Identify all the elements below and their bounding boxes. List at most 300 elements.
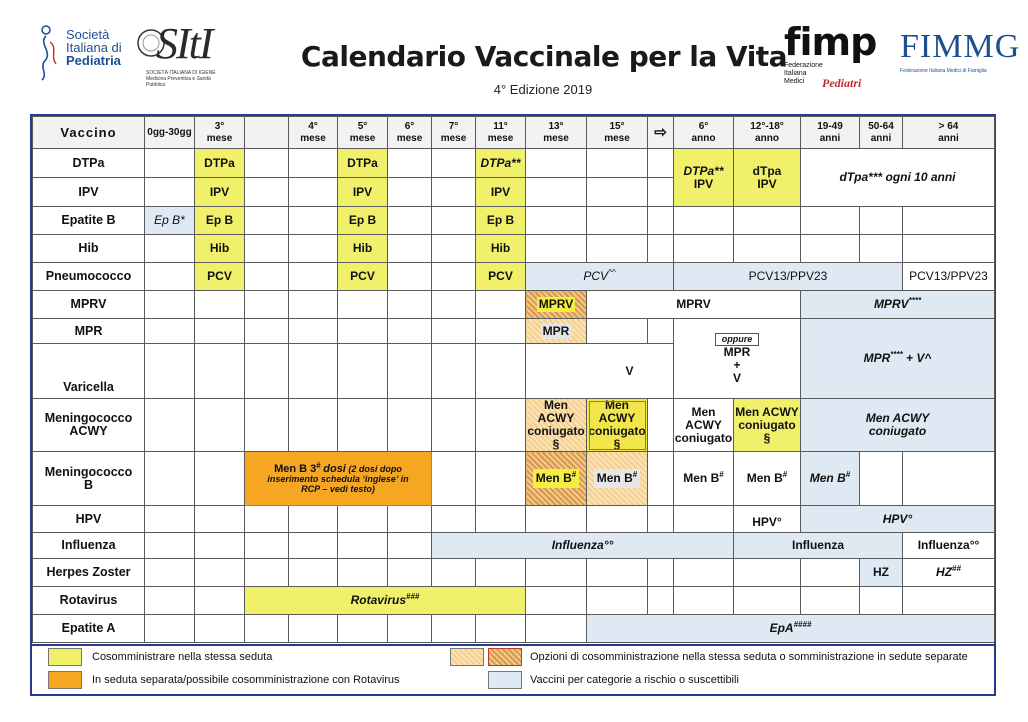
men-acwy-l1: Meningococco: [44, 411, 133, 425]
cell: [338, 533, 388, 559]
cell: [245, 533, 289, 559]
cell: [195, 399, 245, 452]
col-50-64y-n: 50-64: [868, 120, 894, 132]
cell-dtpa-12y: dTpa: [752, 163, 782, 178]
men-b-13m-sup: #: [571, 470, 577, 479]
cell: [388, 319, 432, 344]
cell-hpv-adult: HPV°: [801, 506, 995, 533]
cell-hib-3m: Hib: [195, 235, 245, 263]
cell: [289, 506, 338, 533]
acwy-15m-a: Men ACWY: [598, 398, 636, 425]
legend-swatch-light-hatch: [450, 648, 484, 666]
cell: [245, 399, 289, 452]
cell: [432, 452, 476, 506]
legend-blue-text: Vaccini per categorie a rischio o suscettibili: [530, 674, 739, 686]
cell-pcv-5m: PCV: [338, 263, 388, 291]
cell: [245, 559, 289, 587]
cell: [338, 291, 388, 319]
cell: [432, 615, 476, 643]
row-label-hib: Hib: [33, 235, 145, 263]
cell: [388, 207, 432, 235]
cell-hz-50y: HZ: [860, 559, 903, 587]
cell-men-b-13m: [526, 452, 587, 506]
col-6m: [388, 117, 432, 149]
cell: [145, 559, 195, 587]
cell: [145, 399, 195, 452]
cell: [432, 559, 476, 587]
col-12-18y: [734, 117, 801, 149]
header-row: [33, 117, 995, 149]
cell: [145, 263, 195, 291]
cell-mprv-adult: [801, 291, 995, 319]
col-5m-u: mese: [349, 132, 376, 144]
col-19-49y-u: anni: [819, 132, 841, 144]
cell-pcv-ppv-old: PCV13/PPV23: [903, 263, 995, 291]
cell: [801, 207, 860, 235]
col-3m-u: mese: [206, 132, 233, 144]
men-b-19y-sup: #: [845, 470, 851, 479]
cell: [734, 207, 801, 235]
col-6y: [674, 117, 734, 149]
cell: [587, 149, 648, 178]
cell-rota: [245, 587, 526, 615]
acwy-adult-b: coniugato: [868, 424, 927, 438]
cell: [289, 263, 338, 291]
cell: [903, 207, 995, 235]
cell: [145, 587, 195, 615]
cell-men-b-infant: [245, 452, 432, 506]
col-6y-n: 6°: [698, 120, 709, 132]
cell-men-b-6y: [674, 452, 734, 506]
cell: [145, 452, 195, 506]
cell: [648, 178, 674, 207]
mprv-adult-text: MPRV: [873, 297, 909, 311]
cell: [587, 235, 648, 263]
cell-mpr-v-alt: [674, 319, 801, 399]
cell: [526, 506, 587, 533]
men-b-infant-a: Men B 3: [274, 462, 317, 475]
acwy-15m-b: coniugato §: [588, 424, 646, 451]
cell: [476, 452, 526, 506]
v-alt: V: [732, 371, 741, 385]
fimmg-mark: FIMMG: [900, 28, 1021, 65]
cell: [245, 506, 289, 533]
cell-dtpa-ipv-12y: [734, 149, 801, 207]
col-13m: [526, 117, 587, 149]
cell-hz-64y: [903, 559, 995, 587]
col-11m-n: 11°: [493, 120, 508, 132]
men-b-15m-text: Men B: [596, 471, 633, 485]
col-6y-u: anno: [691, 132, 716, 144]
cell-mpr-13m: [526, 319, 587, 344]
cell-acwy-adult: [801, 399, 995, 452]
cell: [476, 399, 526, 452]
men-b-infant-e: RCP – vedi testo): [301, 483, 375, 494]
cell: [432, 291, 476, 319]
legend: [32, 644, 994, 694]
col-19-49y: [801, 117, 860, 149]
cell-mprv-13m: [526, 291, 587, 319]
cell: [195, 506, 245, 533]
cell-dtpa-3m: DTPa: [195, 149, 245, 178]
legend-swatch-orange: [48, 671, 82, 689]
col-11m-u: mese: [487, 132, 514, 144]
fimmg-subtitle: Federazione Italiana Medici di Famiglia: [900, 68, 987, 74]
col-12-18y-u: anno: [755, 132, 779, 144]
cell: [734, 235, 801, 263]
cell-hpv-12y: HPV°: [734, 506, 801, 533]
cell: [648, 235, 674, 263]
cell: [195, 452, 245, 506]
legend-hatched: [450, 646, 990, 668]
row-label-hz: Herpes Zoster: [33, 559, 145, 587]
col-5m-n: 5°: [357, 120, 368, 132]
cell: [432, 399, 476, 452]
sip-line-1: Società: [66, 27, 110, 42]
cell: [145, 291, 195, 319]
cell: [801, 559, 860, 587]
cell-epb-5m: Ep B: [338, 207, 388, 235]
row-mprv: [33, 291, 995, 319]
cell: [903, 452, 995, 506]
men-b-15m-chip: [594, 469, 640, 488]
cell-epb-0: Ep B*: [145, 207, 195, 235]
cell-pcv-11m: PCV: [476, 263, 526, 291]
cell: [245, 149, 289, 178]
col-12-18y-n: 12°-18°: [750, 120, 784, 132]
title-text: Calendario Vaccinale per la Vita: [300, 40, 788, 73]
col-7m-n: 7°: [448, 120, 459, 132]
cell: [432, 506, 476, 533]
cell: [388, 344, 432, 399]
men-b-l1: Meningococco: [44, 464, 133, 479]
cell: [388, 149, 432, 178]
row-men-acwy: [33, 399, 995, 452]
cell: [245, 615, 289, 643]
rota-text: Rotavirus: [350, 593, 406, 607]
cell: [432, 344, 476, 399]
men-b-6y-text: Men B: [683, 471, 720, 485]
col-vaccino: Vaccino: [33, 117, 145, 149]
cell-pcv-late: [526, 263, 674, 291]
cell: [648, 319, 674, 344]
cell: [245, 344, 289, 399]
cell: [245, 235, 289, 263]
cell: [338, 615, 388, 643]
cell: [903, 587, 995, 615]
cell: [289, 319, 338, 344]
cell: [674, 207, 734, 235]
cell-ipv-5m: IPV: [338, 178, 388, 207]
acwy-6y-b: coniugato: [674, 430, 733, 445]
hz-old-text: HZ: [936, 565, 953, 579]
col-64y: [903, 117, 995, 149]
cell-flu-old: Influenza°°: [903, 533, 995, 559]
cell-acwy-12y: [734, 399, 801, 452]
cell: [648, 506, 674, 533]
legend-blue: [488, 669, 988, 691]
legend-swatch-yellow: [48, 648, 82, 666]
row-label-dtpa: DTPa: [33, 149, 145, 178]
col-64y-u: anni: [938, 132, 959, 144]
row-label-influenza: Influenza: [33, 533, 145, 559]
cell-dtpa-11m: DTPa**: [476, 149, 526, 178]
cell: [648, 559, 674, 587]
acwy-13m-a: Men ACWY: [537, 398, 575, 425]
cell: [860, 235, 903, 263]
cell: [734, 559, 801, 587]
cell: [195, 344, 245, 399]
cell: [587, 207, 648, 235]
cell: [289, 178, 338, 207]
row-mpr: [33, 319, 995, 344]
cell: [289, 533, 338, 559]
cell: [245, 319, 289, 344]
cell: [432, 178, 476, 207]
sip-line-3: Pediatria: [66, 53, 121, 68]
col-0-30: 0gg-30gg: [145, 117, 195, 149]
row-label-pneumo: Pneumococco: [33, 263, 145, 291]
cell: [145, 506, 195, 533]
cell: [195, 615, 245, 643]
cell: [674, 235, 734, 263]
men-b-15m-sup: #: [632, 470, 638, 479]
cell: [587, 178, 648, 207]
cell: [476, 344, 526, 399]
cell-men-b-15m: [587, 452, 648, 506]
row-label-epb: Epatite B: [33, 207, 145, 235]
rota-sup: ###: [406, 592, 420, 601]
cell-pcv-3m: PCV: [195, 263, 245, 291]
men-b-13m-text: Men B: [535, 471, 572, 485]
cell-pcv-ppv: PCV13/PPV23: [674, 263, 903, 291]
col-13m-u: mese: [543, 132, 569, 144]
mprv-13m-chip: MPRV: [538, 297, 574, 311]
cell: [526, 207, 587, 235]
legend-swatch-dark-hatch: [488, 648, 522, 666]
col-4m-n: 4°: [308, 120, 318, 132]
row-label-rota: Rotavirus: [33, 587, 145, 615]
cell-ipv-3m: IPV: [195, 178, 245, 207]
cell: [648, 587, 674, 615]
cell: [526, 149, 587, 178]
cell: [195, 319, 245, 344]
cell: [388, 399, 432, 452]
cell-acwy-15m: [587, 399, 648, 452]
cell: [145, 615, 195, 643]
cell: [476, 506, 526, 533]
cell: [476, 319, 526, 344]
cell: [289, 399, 338, 452]
acwy-13m-b: coniugato §: [527, 424, 585, 451]
row-rota: [33, 587, 995, 615]
cell-hib-5m: Hib: [338, 235, 388, 263]
legend-orange: [48, 669, 468, 691]
cell: [388, 533, 432, 559]
men-b-infant-c: (2 dosi dopo: [348, 463, 402, 474]
mpr-adult-tail: + V^: [902, 351, 932, 365]
mpr-adult-sup: ****: [890, 350, 903, 359]
cell: [526, 559, 587, 587]
siti-sub-2: Medicina Preventiva e Sanità Pubblica: [146, 76, 211, 88]
cell-acwy-6y: [674, 399, 734, 452]
cell: [903, 235, 995, 263]
cell: [338, 319, 388, 344]
legend-hatched-text: Opzioni di cosomministrazione nella stessa seduta o somministrazione in sedute separate: [530, 651, 968, 663]
cell: [860, 452, 903, 506]
cell: [338, 344, 388, 399]
mpr-adult-text: MPR: [863, 351, 891, 365]
arrow-right-icon: ⇨: [648, 117, 674, 149]
hz-old-sup: ##: [952, 564, 961, 573]
row-label-epa: Epatite A: [33, 615, 145, 643]
row-label-ipv: IPV: [33, 178, 145, 207]
cell: [801, 587, 860, 615]
cell: [195, 533, 245, 559]
col-50-64y: [860, 117, 903, 149]
cell: [289, 235, 338, 263]
cell: [388, 263, 432, 291]
men-acwy-l2: ACWY: [69, 424, 108, 438]
fimp-sub-2: Italiana: [784, 70, 807, 77]
cell-dtpa-5m: DTPa: [338, 149, 388, 178]
col-15m-u: mese: [604, 132, 630, 144]
cell: [195, 587, 245, 615]
row-dtpa: [33, 149, 995, 178]
legend-yellow-text: Cosomministrare nella stessa seduta: [92, 651, 273, 663]
cell: [648, 452, 674, 506]
row-epb: [33, 207, 995, 235]
cell: [245, 291, 289, 319]
col-6m-n: 6°: [404, 120, 415, 132]
cell: [145, 178, 195, 207]
epa-sup: ####: [793, 620, 812, 629]
cell: [289, 149, 338, 178]
oppure-box: oppure: [715, 333, 760, 346]
men-b-infant-text: [245, 460, 431, 494]
col-19-49y-n: 19-49: [817, 120, 843, 132]
col-7m: [432, 117, 476, 149]
legend-yellow: [48, 646, 468, 668]
cell-hib-11m: Hib: [476, 235, 526, 263]
fimp-sub-3: Medici: [784, 78, 805, 85]
acwy-12y-b: coniugato §: [738, 417, 796, 445]
row-label-mprv: MPRV: [33, 291, 145, 319]
subtitle-text: 4° Edizione 2019: [493, 82, 593, 97]
men-b-13m-chip: [533, 469, 579, 488]
cell: [388, 506, 432, 533]
cell: [587, 506, 648, 533]
cell-flu-child: Influenza°°: [432, 533, 734, 559]
col-7m-u: mese: [440, 132, 467, 144]
pcv-late-text: PCV: [583, 269, 609, 283]
cell: [289, 344, 338, 399]
row-label-varicella: Varicella: [33, 344, 145, 399]
fimmg-logo: [900, 26, 1021, 96]
cell: [801, 235, 860, 263]
cell: [432, 207, 476, 235]
col-5m: [338, 117, 388, 149]
cell-ipv-11m: IPV: [476, 178, 526, 207]
cell: [674, 559, 734, 587]
cell: [648, 207, 674, 235]
mpr-13m-chip: MPR: [542, 323, 570, 338]
col-15m: [587, 117, 648, 149]
cell: [734, 587, 801, 615]
row-label-hpv: HPV: [33, 506, 145, 533]
row-hib: [33, 235, 995, 263]
cell: [526, 178, 587, 207]
mpr-alt: MPR: [723, 345, 751, 359]
cell: [432, 263, 476, 291]
cell: [674, 587, 734, 615]
cell-ipv-6y: IPV: [693, 176, 714, 191]
row-label-men-acwy: [33, 399, 145, 452]
cell-dtpa-adult: dTpa*** ogni 10 anni: [801, 149, 995, 207]
col-64y-n: > 64: [938, 120, 959, 132]
fimp-pediatri: Pediatri: [822, 76, 862, 90]
col-50-64y-u: anni: [870, 132, 892, 144]
cell-epa: [587, 615, 995, 643]
cell-v-13m: V: [526, 344, 674, 399]
cell-ipv-12y: IPV: [757, 176, 777, 191]
cell-epb-11m: Ep B: [476, 207, 526, 235]
cell: [648, 399, 674, 452]
col-4m: [289, 117, 338, 149]
cell-epb-3m: Ep B: [195, 207, 245, 235]
cell-men-b-12y: [734, 452, 801, 506]
cell: [195, 291, 245, 319]
acwy-adult-a: Men ACWY: [865, 411, 930, 425]
cell: [388, 291, 432, 319]
cell: [245, 263, 289, 291]
cell-acwy-13m: [526, 399, 587, 452]
legend-swatch-blue: [488, 671, 522, 689]
epa-text: EpA: [769, 621, 794, 635]
cell: [432, 235, 476, 263]
cell: [338, 399, 388, 452]
fimp-mark: fimp: [784, 20, 877, 64]
fimp-sub-1: Federazione: [784, 62, 823, 69]
men-b-6y-sup: #: [719, 470, 724, 479]
col-4m-u: mese: [300, 132, 326, 144]
row-label-men-b: [33, 452, 145, 506]
row-influenza: [33, 533, 995, 559]
cell-flu-adult: Influenza: [734, 533, 903, 559]
acwy-12y-a: Men ACWY: [735, 404, 799, 419]
cell: [195, 559, 245, 587]
cell-mpr-v-adult: [801, 319, 995, 399]
plus-sign: +: [733, 358, 741, 372]
pcv-late-sup: ^^: [608, 268, 616, 277]
col-3m-n: 3°: [214, 120, 225, 132]
cell: [860, 207, 903, 235]
cell: [526, 615, 587, 643]
cell: [145, 235, 195, 263]
cell: [388, 178, 432, 207]
cell: [145, 319, 195, 344]
cell: [476, 615, 526, 643]
cell: [338, 506, 388, 533]
row-hz: [33, 559, 995, 587]
cell: [388, 615, 432, 643]
cell: [245, 178, 289, 207]
cell: [289, 207, 338, 235]
cell-dtpa-ipv-6y: [674, 149, 734, 207]
col-3m: [195, 117, 245, 149]
fimp-subtitle: [784, 62, 823, 86]
row-men-b: [33, 452, 995, 506]
